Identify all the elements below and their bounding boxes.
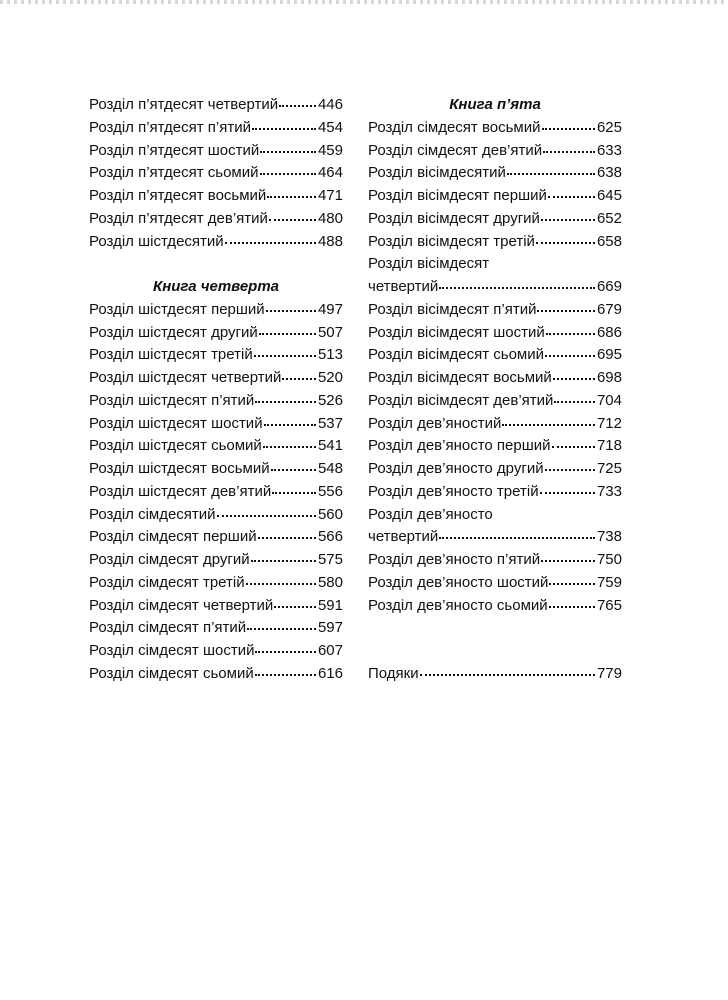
dot-leader <box>274 596 316 608</box>
toc-entry[interactable] <box>368 162 622 185</box>
toc-entry-page: 464 <box>317 164 343 182</box>
toc-entry-label-line1[interactable] <box>368 504 622 527</box>
toc-entry-page: 712 <box>596 414 622 432</box>
toc-entry-label: Розділ п’ятдесят четвертий <box>89 96 279 113</box>
toc-entry-page: 480 <box>317 209 343 227</box>
dot-leader <box>254 345 316 357</box>
toc-entry-page: 633 <box>596 141 622 159</box>
toc-entry[interactable] <box>89 413 343 436</box>
toc-entry-page: 548 <box>317 460 343 477</box>
toc-entry-page: 471 <box>317 187 343 204</box>
dot-leader <box>225 232 316 244</box>
dot-leader <box>252 118 316 130</box>
toc-entry[interactable] <box>368 117 622 140</box>
dot-leader <box>251 550 316 562</box>
dot-leader <box>247 618 316 630</box>
dot-leader <box>260 163 316 175</box>
toc-entry-page: 738 <box>596 528 622 546</box>
toc-entry-label: Розділ шістдесят третій <box>89 346 253 364</box>
toc-entry-label: Розділ вісімдесятий <box>368 164 506 182</box>
toc-entry[interactable] <box>368 413 622 436</box>
dot-leader <box>439 527 595 539</box>
toc-entry[interactable] <box>89 208 343 231</box>
toc-entry-label: Розділ шістдесят перший <box>89 300 265 318</box>
dot-leader <box>263 436 316 448</box>
toc-entry-page: 686 <box>596 323 622 341</box>
toc-entry-label: Розділ шістдесят шостий <box>89 414 263 432</box>
toc-entry[interactable] <box>89 617 343 640</box>
toc-entry[interactable] <box>89 367 343 390</box>
toc-entry-label: Розділ сімдесят перший <box>89 528 257 546</box>
dot-leader <box>258 527 316 539</box>
dot-leader <box>255 391 316 403</box>
toc-entry[interactable] <box>89 231 343 254</box>
toc-entry-page: 750 <box>596 551 622 568</box>
dot-leader <box>553 368 595 380</box>
dot-leader <box>549 596 595 608</box>
toc-entry-page: 459 <box>317 141 343 159</box>
toc-entry-page: 679 <box>596 300 622 318</box>
toc-entry[interactable] <box>89 344 343 367</box>
toc-entry-label: Розділ дев’яносто <box>368 505 493 523</box>
dot-leader <box>536 232 595 244</box>
dot-leader <box>552 436 595 448</box>
toc-entry-label: Розділ дев’яносто другий <box>368 460 544 477</box>
book4-heading: Книга четверта <box>152 278 280 295</box>
toc-entry[interactable] <box>89 94 343 117</box>
toc-entry[interactable] <box>89 185 343 208</box>
toc-entry-label: Розділ п’ятдесят п’ятий <box>89 118 251 136</box>
toc-entry-label: четвертий <box>368 278 439 295</box>
toc-group-book3-end <box>89 94 343 253</box>
toc-entry-page: 645 <box>596 187 622 204</box>
dot-leader <box>439 277 595 289</box>
toc-entry-label: Розділ вісімдесят шостий <box>368 323 545 341</box>
toc-entry-page: 669 <box>596 278 622 295</box>
dot-leader <box>420 664 595 676</box>
toc-entry-page: 759 <box>596 573 622 591</box>
toc-entry[interactable] <box>89 572 343 595</box>
toc-entry[interactable] <box>368 231 622 254</box>
toc-entry-label: Розділ дев’яносто сьомий <box>368 596 548 614</box>
toc-entry-page: 488 <box>317 232 343 250</box>
dot-leader <box>266 300 316 312</box>
toc-entry-page: 638 <box>596 164 622 182</box>
dot-leader <box>540 482 595 494</box>
toc-entry-page: 725 <box>596 460 622 477</box>
toc-entry-label: Розділ дев’яносто перший <box>368 437 551 455</box>
dot-leader <box>217 505 316 517</box>
toc-entry-label: Розділ шістдесят сьомий <box>89 437 262 455</box>
dot-leader <box>541 550 595 562</box>
dot-leader <box>271 459 316 471</box>
toc-entry-page: 695 <box>596 346 622 364</box>
toc-entry-page: 560 <box>317 505 343 523</box>
toc-entry-page: 580 <box>317 573 343 591</box>
toc-entry-acknowledgements[interactable] <box>368 663 622 686</box>
dot-leader <box>548 186 595 198</box>
dot-leader <box>543 141 595 153</box>
toc-entry[interactable] <box>368 185 622 208</box>
toc-entry-page: 765 <box>596 596 622 614</box>
toc-entry[interactable] <box>368 140 622 163</box>
toc-group-book4 <box>89 299 343 686</box>
toc-entry-label: Подяки <box>368 664 419 682</box>
toc-entry-page: 446 <box>317 96 343 113</box>
toc-entry-label: Розділ дев’яностий <box>368 414 502 432</box>
toc-entry-label: Розділ сімдесят третій <box>89 573 245 591</box>
toc-entry[interactable] <box>368 481 622 504</box>
toc-left-column <box>89 94 343 686</box>
toc-entry-label: Розділ дев’яносто шостий <box>368 573 549 591</box>
toc-entry[interactable] <box>89 640 343 663</box>
toc-entry-page: 625 <box>596 118 622 136</box>
toc-entry-page: 616 <box>317 664 343 682</box>
toc-entry[interactable] <box>368 572 622 595</box>
toc-entry-label: Розділ вісімдесят дев’ятий <box>368 391 554 409</box>
toc-entry-label: Розділ сімдесят четвертий <box>89 596 274 614</box>
toc-entry-page: 658 <box>596 232 622 250</box>
toc-entry-label: Розділ шістдесят п’ятий <box>89 391 255 409</box>
toc-entry-label: Розділ п’ятдесят шостий <box>89 141 260 159</box>
toc-entry-label: Розділ п’ятдесят сьомий <box>89 164 259 182</box>
toc-entry-page: 520 <box>317 369 343 386</box>
dot-leader <box>282 368 316 380</box>
toc-entry[interactable] <box>368 276 622 299</box>
dot-leader <box>549 573 595 585</box>
toc-entry-page: 541 <box>317 437 343 455</box>
dot-leader <box>502 414 595 426</box>
toc-entry[interactable] <box>368 322 622 345</box>
toc-entry-label: Розділ сімдесят шостий <box>89 642 255 659</box>
toc-entry[interactable] <box>89 504 343 527</box>
dot-leader <box>279 95 316 107</box>
toc-entry[interactable] <box>368 549 622 572</box>
toc-entry-page: 497 <box>317 300 343 318</box>
toc-entry-label: Розділ сімдесятий <box>89 505 216 523</box>
toc-entry-label: Розділ сімдесят сьомий <box>89 664 254 682</box>
toc-entry[interactable] <box>368 208 622 231</box>
toc-entry-page: 704 <box>596 391 622 409</box>
toc-entry[interactable] <box>89 458 343 481</box>
dot-leader <box>545 459 595 471</box>
toc-entry[interactable] <box>368 367 622 390</box>
dot-leader <box>542 118 595 130</box>
dot-leader <box>541 209 595 221</box>
dot-leader <box>255 664 316 676</box>
toc-entry-page: 698 <box>596 369 622 386</box>
dot-leader <box>264 414 316 426</box>
toc-right-column <box>368 94 622 686</box>
toc-entry-page: 454 <box>317 118 343 136</box>
toc-entry-label: Розділ шістдесят восьмий <box>89 460 270 477</box>
dot-leader <box>507 163 595 175</box>
toc-entry[interactable] <box>89 117 343 140</box>
dot-leader <box>537 300 594 312</box>
toc-entry-label: Розділ шістдесят другий <box>89 323 258 341</box>
toc-entry-page: 597 <box>317 619 343 637</box>
toc-entry-page: 575 <box>317 551 343 568</box>
toc-entry-page: 779 <box>596 664 622 682</box>
toc-group-book5 <box>368 117 622 618</box>
toc-entry[interactable] <box>368 435 622 458</box>
toc-entry[interactable] <box>89 435 343 458</box>
dot-leader <box>545 345 595 357</box>
top-border-decoration <box>0 0 728 4</box>
toc-entry[interactable] <box>89 140 343 163</box>
toc-entry[interactable] <box>368 299 622 322</box>
toc-entry-page: 652 <box>596 209 622 227</box>
toc-entry-page: 507 <box>317 323 343 341</box>
dot-leader <box>246 573 316 585</box>
toc-entry-page: 556 <box>317 482 343 500</box>
toc-entry-label: Розділ п’ятдесят дев’ятий <box>89 209 268 227</box>
toc-entry[interactable] <box>368 595 622 618</box>
toc-entry-label: Розділ вісімдесят сьомий <box>368 346 545 364</box>
toc-entry-label: Розділ сімдесят п’ятий <box>89 619 247 637</box>
toc-entry[interactable] <box>89 595 343 618</box>
toc-entry-page: 566 <box>317 528 343 546</box>
toc-entry-label: Розділ вісімдесят перший <box>368 187 547 204</box>
dot-leader <box>272 482 316 494</box>
toc-entry-page: 591 <box>317 596 343 614</box>
book5-heading: Книга п’ята <box>449 96 541 113</box>
dot-leader <box>267 186 316 198</box>
toc-entry-label: Розділ вісімдесят <box>368 255 490 273</box>
dot-leader <box>260 141 316 153</box>
toc-entry-label: Розділ шістдесят четвертий <box>89 369 282 386</box>
toc-entry-label: четвертий <box>368 528 439 546</box>
toc-entry-label-line1[interactable] <box>368 253 622 276</box>
toc-entry-label: Розділ вісімдесят другий <box>368 209 540 227</box>
toc-entry-label: Розділ сімдесят другий <box>89 551 250 568</box>
toc-entry[interactable] <box>89 526 343 549</box>
toc-entry-page: 733 <box>596 482 622 500</box>
toc-entry-label: Розділ вісімдесят п’ятий <box>368 300 537 318</box>
toc-entry[interactable] <box>89 390 343 413</box>
dot-leader <box>554 391 595 403</box>
toc-entry-page: 607 <box>317 642 343 659</box>
toc-entry[interactable] <box>89 549 343 572</box>
toc-entry[interactable] <box>368 458 622 481</box>
toc-entry-page: 718 <box>596 437 622 455</box>
toc-entry-label: Розділ п’ятдесят восьмий <box>89 187 267 204</box>
toc-entry-label: Розділ вісімдесят третій <box>368 232 535 250</box>
dot-leader <box>255 641 315 653</box>
toc-entry[interactable] <box>368 390 622 413</box>
dot-leader <box>269 209 316 221</box>
toc-entry-label: Розділ сімдесят восьмий <box>368 118 541 136</box>
toc-entry[interactable] <box>368 344 622 367</box>
toc-entry[interactable] <box>89 663 343 686</box>
toc-entry[interactable] <box>89 481 343 504</box>
toc-entry-label: Розділ шістдесятий <box>89 232 224 250</box>
toc-entry-label: Розділ дев’яносто п’ятий <box>368 551 541 568</box>
toc-entry-label: Розділ вісімдесят восьмий <box>368 369 552 386</box>
toc-entry[interactable] <box>89 299 343 322</box>
toc-entry-label: Розділ дев’яносто третій <box>368 482 539 500</box>
dot-leader <box>259 323 316 335</box>
toc-entry-page: 513 <box>317 346 343 364</box>
toc-entry-label: Розділ шістдесят дев’ятий <box>89 482 272 500</box>
toc-entry[interactable] <box>89 322 343 345</box>
toc-entry[interactable] <box>89 162 343 185</box>
toc-entry-page: 526 <box>317 391 343 409</box>
dot-leader <box>546 323 595 335</box>
toc-entry[interactable] <box>368 526 622 549</box>
toc-entry-page: 537 <box>317 414 343 432</box>
toc-entry-label: Розділ сімдесят дев’ятий <box>368 141 543 159</box>
